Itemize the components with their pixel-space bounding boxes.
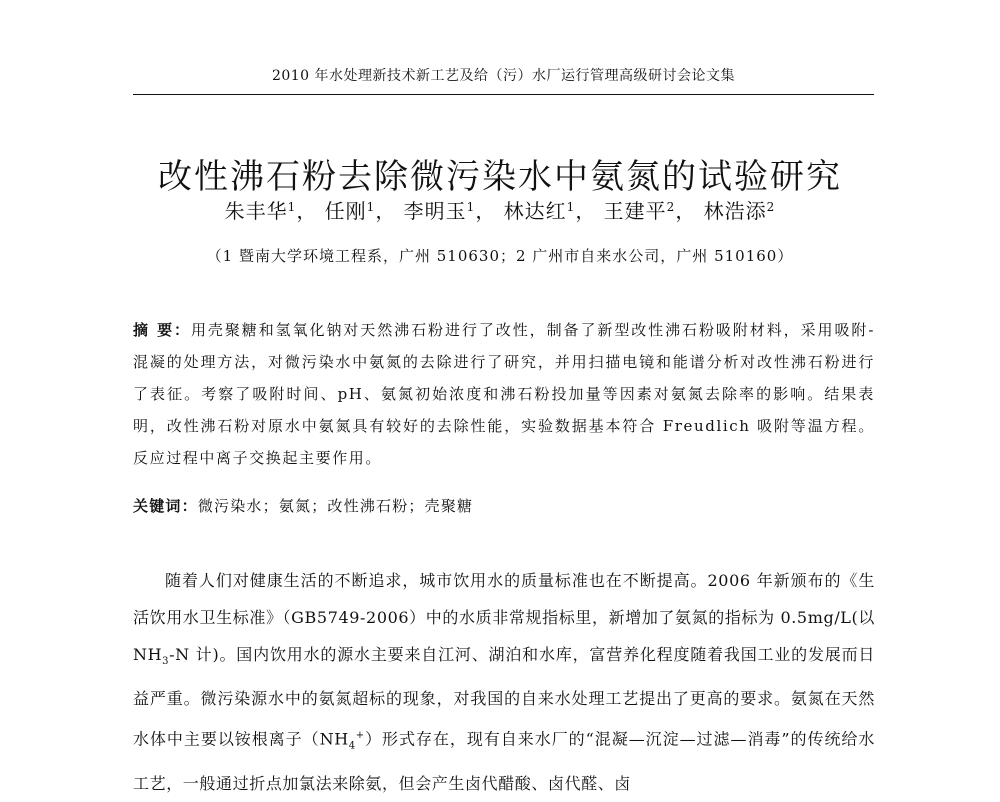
author-name: 朱丰华 xyxy=(224,199,288,223)
keywords xyxy=(133,492,875,520)
author-name: 林达红 xyxy=(503,199,567,223)
author-name: 李明玉 xyxy=(403,199,467,223)
page-header xyxy=(133,66,874,95)
abstract xyxy=(133,314,875,474)
author-name: 林浩添 xyxy=(703,199,767,223)
author-affiliation-mark: 2 xyxy=(666,200,676,214)
body-text-part: -N 计)。国内饮用水的源水主要来自江河、湖泊和水库，富营养化程度随着我国工业的发展而日益严重。微污染源水中的氨氮超标的现象，对我国的自来水处理工艺提出了更高的要求。氨氮在天然水体中主要以铵根离子（NH xyxy=(133,645,875,749)
abstract-text: 用壳聚糖和氢氧化钠对天然沸石粉进行了改性，制备了新型改性沸石粉吸附材料，采用吸附-混凝的处理方法，对微污染水中氨氮的去除进行了研究，并用扫描电镜和能谱分析对改性沸石粉进行了表征。考察了吸附时间、pH、氨氮初始浓度和沸石粉投加量等因素对氨氮去除率的影响。结果表明，改性沸石粉对原水中氨氮具有较好的去除性能，实验数据基本符合 Freudlich 吸附等温方程。反应过程中离子交换起主要作用。 xyxy=(133,321,875,467)
author-affiliation-mark: 1 xyxy=(366,200,376,214)
subscript: 4 xyxy=(348,740,356,752)
running-head: 2010 年水处理新技术新工艺及给（污）水厂运行管理高级研讨会论文集 xyxy=(271,68,736,84)
affiliations: （1 暨南大学环境工程系，广州 510630；2 广州市自来水公司，广州 510160） xyxy=(206,247,794,265)
abstract-label: 摘 要： xyxy=(133,321,191,339)
author-separator: ， xyxy=(575,199,597,223)
body-text-part: 随着人们对健康生活的不断追求，城市饮用水的质量标准也在不断提高。2006 年新颁布的《生活饮用水卫生标准》（GB5749-2006）中的水质非常规指标里，新增加了氨氮的指标为 0.5mg/L(以 NH xyxy=(133,571,875,664)
keywords-text: 微污染水；氨氮；改性沸石粉；壳聚糖 xyxy=(197,497,474,515)
paper-title: 改性沸石粉去除微污染水中氨氮的试验研究 xyxy=(158,156,842,197)
author-separator: ， xyxy=(675,199,697,223)
author-separator: ， xyxy=(375,199,397,223)
body-text-part: ）形式存在，现有自来水厂的“混凝—沉淀—过滤—消毒”的传统给水工艺，一般通过折点加氯法来除氨，但会产生卤代醋酸、卤代醛、卤 xyxy=(133,729,875,793)
subscript: 3 xyxy=(162,656,170,668)
author-affiliation-mark: 1 xyxy=(466,200,476,214)
author-affiliation-mark: 1 xyxy=(287,200,297,214)
keywords-label: 关键词： xyxy=(133,497,198,515)
author-affiliation-mark: 1 xyxy=(566,200,576,214)
superscript: + xyxy=(355,730,365,742)
header-rule xyxy=(133,94,874,95)
body-paragraph xyxy=(133,562,875,802)
author-separator: ， xyxy=(475,199,497,223)
author-separator: ， xyxy=(296,199,318,223)
author-name: 王建平 xyxy=(603,199,667,223)
author-affiliation-mark: 2 xyxy=(766,200,776,214)
author-name: 任刚 xyxy=(324,199,367,223)
author-list xyxy=(0,196,1000,226)
